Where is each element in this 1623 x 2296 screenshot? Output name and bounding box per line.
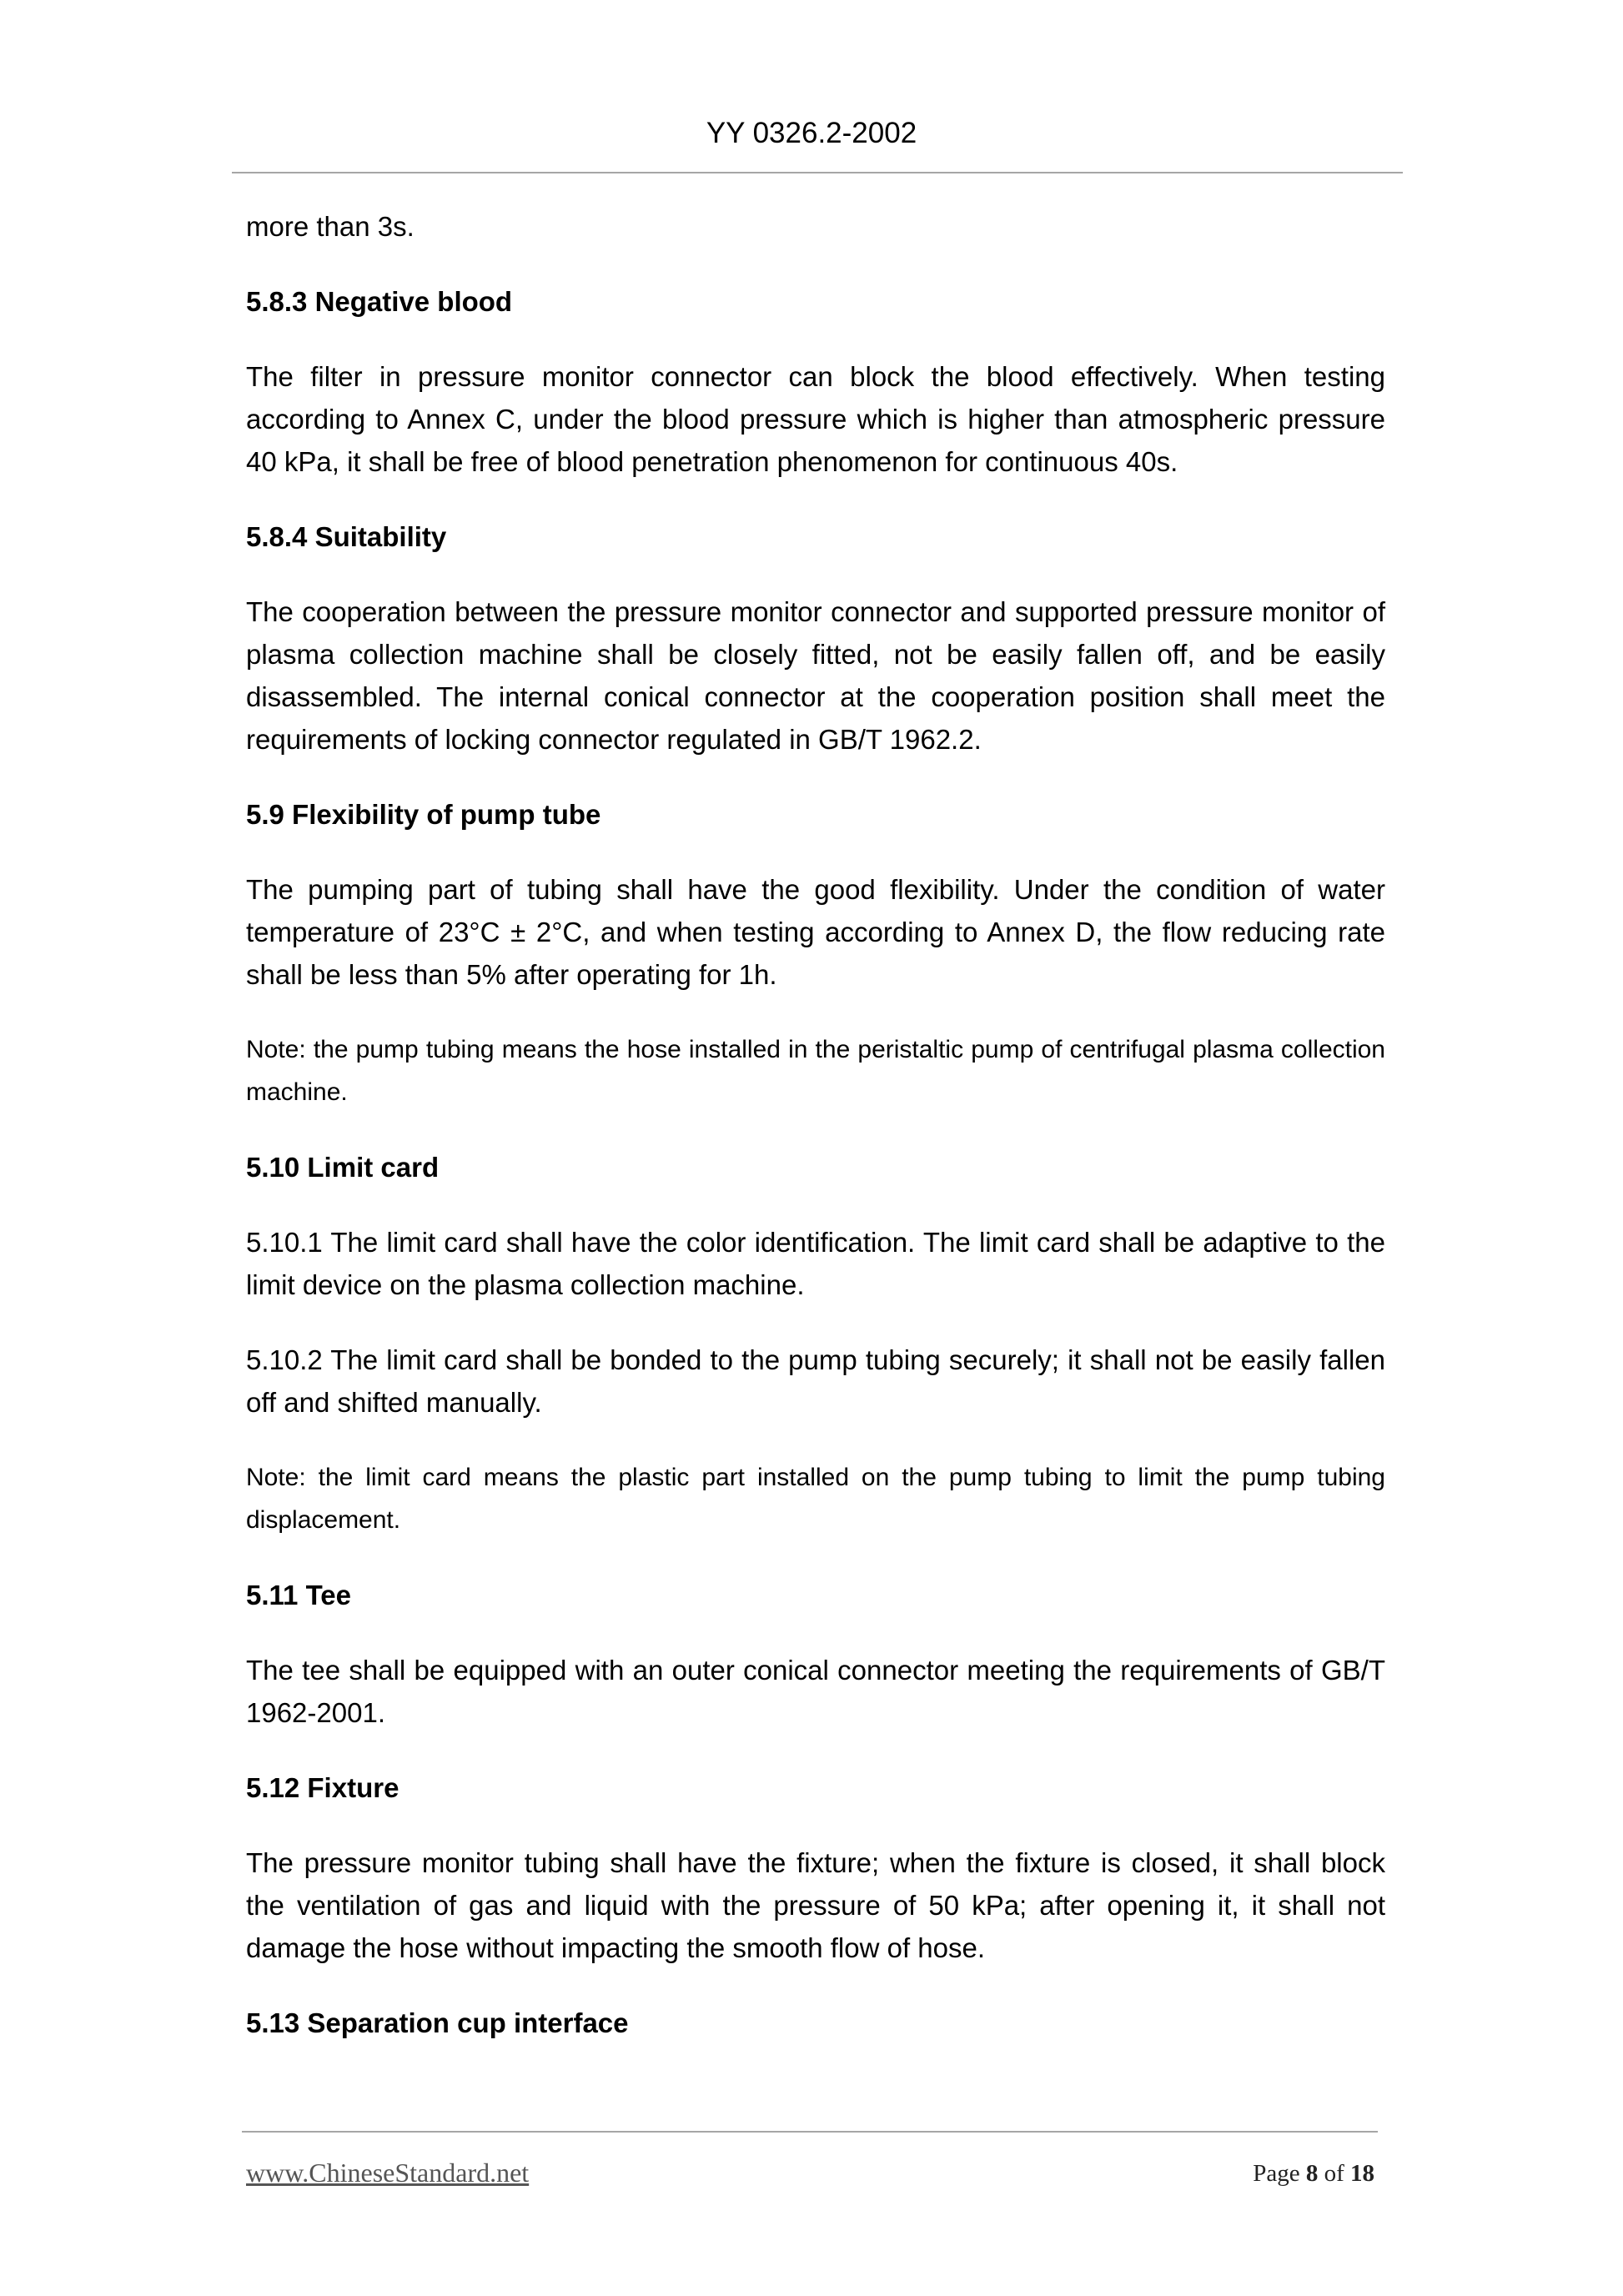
section-heading-5-8-4: 5.8.4 Suitability bbox=[246, 521, 447, 552]
paragraph-tee: The tee shall be equipped with an outer conical connector meeting the requirements of GB/T 1962-2001. bbox=[246, 1655, 1385, 1728]
paragraph-limit-card-5-10-1: 5.10.1 The limit card shall have the color identification. The limit card shall be adaptive to the limit device on the plasma collection machine. bbox=[246, 1227, 1385, 1300]
page-label: Page bbox=[1253, 2160, 1300, 2187]
page-total: 18 bbox=[1350, 2160, 1374, 2187]
section-heading-5-8-3: 5.8.3 Negative blood bbox=[246, 286, 513, 317]
section-heading-5-11: 5.11 Tee bbox=[246, 1580, 351, 1610]
page-current: 8 bbox=[1305, 2160, 1319, 2187]
page-of-label: of bbox=[1324, 2160, 1344, 2187]
paragraph-limit-card-5-10-2: 5.10.2 The limit card shall be bonded to the pump tubing securely; it shall not be easily fallen off and shifted manually. bbox=[246, 1344, 1385, 1418]
paragraph-continuation: more than 3s. bbox=[246, 211, 415, 242]
paragraph-fixture: The pressure monitor tubing shall have the fixture; when the fixture is closed, it shall block the ventilation of gas and liquid with the pressure of 50 kPa; after opening it, it shall not damage the hose without impacting the smooth flow of hose. bbox=[246, 1847, 1385, 1963]
section-heading-5-13: 5.13 Separation cup interface bbox=[246, 2007, 629, 2038]
paragraph-negative-blood: The filter in pressure monitor connector can block the blood effectively. When testing according to Annex C, under the blood pressure which is higher than atmospheric pressure 40 kPa, it shall be free of blood penetration phenomenon for continuous 40s. bbox=[246, 361, 1385, 477]
header-divider bbox=[232, 172, 1403, 173]
paragraph-pump-tube-flexibility: The pumping part of tubing shall have the good flexibility. Under the condition of water temperature of 23°C ± 2°C, and when testing according to Annex D, the flow reducing rate shall be less than 5% after operating for 1h. bbox=[246, 874, 1385, 990]
paragraph-suitability: The cooperation between the pressure monitor connector and supported pressure monitor of plasma collection machine shall be closely fitted, not be easily fallen off, and be easily disassembled. The internal conical connector at the cooperation position shall meet the requirements of locking connector regulated in GB/T 1962.2. bbox=[246, 596, 1385, 755]
section-heading-5-9: 5.9 Flexibility of pump tube bbox=[246, 799, 601, 830]
document-code-header: YY 0326.2-2002 bbox=[706, 117, 917, 149]
note-limit-card: Note: the limit card means the plastic part installed on the pump tubing to limit the pump tubing displacement. bbox=[246, 1464, 1385, 1534]
website-link[interactable]: www.ChineseStandard.net bbox=[246, 2158, 530, 2188]
section-heading-5-12: 5.12 Fixture bbox=[246, 1772, 399, 1803]
note-pump-tubing: Note: the pump tubing means the hose installed in the peristaltic pump of centrifugal plasma collection machine. bbox=[246, 1036, 1385, 1106]
footer-divider bbox=[242, 2131, 1378, 2133]
page-content bbox=[246, 205, 1385, 2077]
section-heading-5-10: 5.10 Limit card bbox=[246, 1152, 440, 1183]
page-number bbox=[1253, 2158, 1374, 2188]
